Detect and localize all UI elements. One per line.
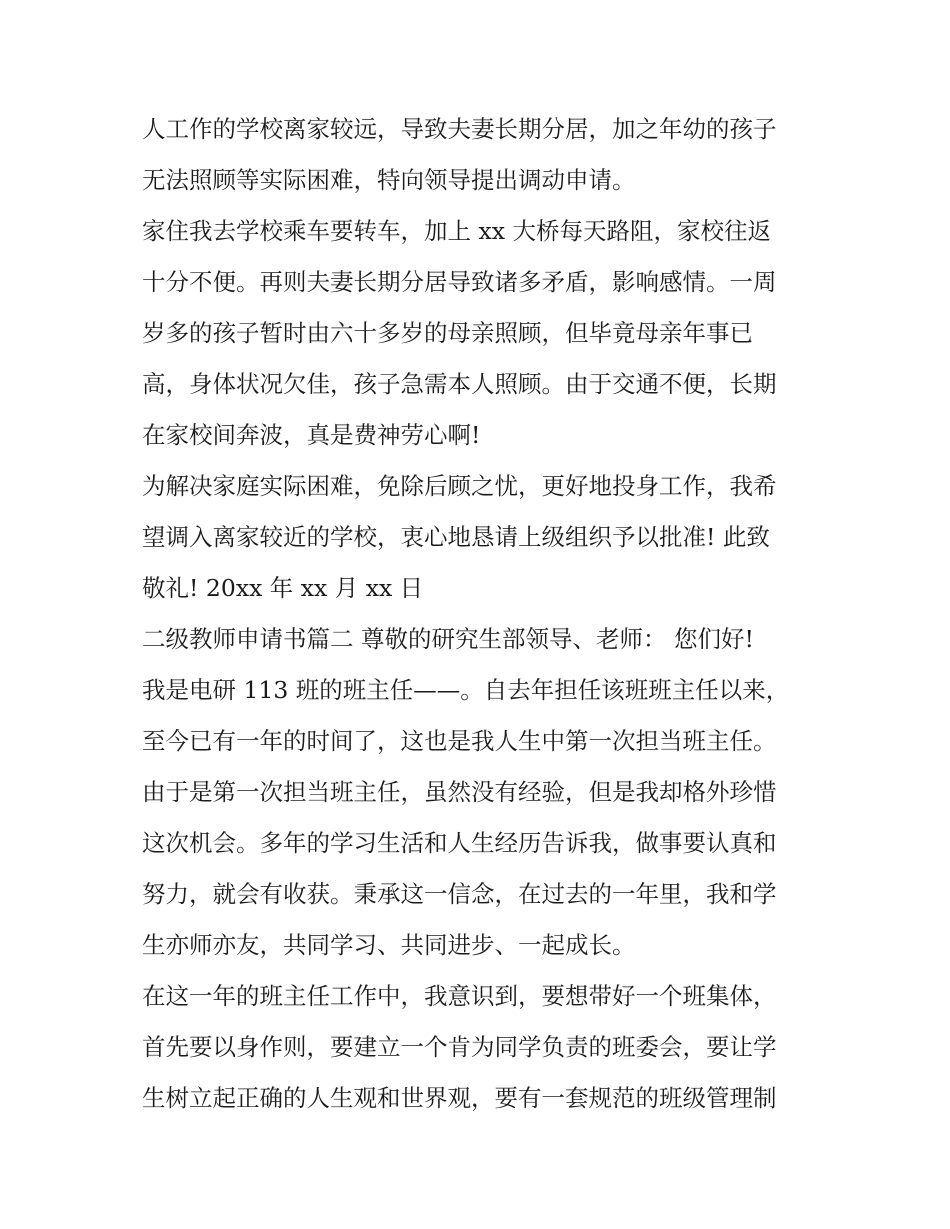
text-line: 敬礼! 20xx 年 xx 月 xx 日 <box>142 574 424 602</box>
text-line: 至今已有一年的时间了，这也是我人生中第一次担当班主任。 <box>142 727 777 755</box>
text-line: 为解决家庭实际困难，免除后顾之忧，更好地投身工作，我希 <box>142 472 777 500</box>
text-line: 生亦师亦友，共同学习、共同进步、一起成长。 <box>142 931 636 959</box>
text-line: 生树立起正确的人生观和世界观，要有一套规范的班级管理制 <box>142 1084 777 1112</box>
text-line: 在这一年的班主任工作中，我意识到，要想带好一个班集体， <box>142 982 777 1010</box>
text-line: 无法照顾等实际困难，特向领导提出调动申请。 <box>142 166 636 194</box>
text-line: 十分不便。再则夫妻长期分居导致诸多矛盾，影响感情。一周 <box>142 268 777 296</box>
text-line: 在家校间奔波，真是费神劳心啊! <box>142 421 481 449</box>
text-line: 我是电研 113 班的班主任——。自去年担任该班班主任以来， <box>142 676 790 704</box>
document-body <box>142 104 822 1124</box>
text-line: 岁多的孩子暂时由六十多岁的母亲照顾，但毕竟母亲年事已 <box>142 319 753 347</box>
text-line: 二级教师申请书篇二 尊敬的研究生部领导、老师： 您们好! <box>142 625 754 653</box>
text-line: 首先要以身作则，要建立一个肯为同学负责的班委会，要让学 <box>142 1033 777 1061</box>
text-line: 高，身体状况欠佳，孩子急需本人照顾。由于交通不便，长期 <box>142 370 777 398</box>
text-line: 家住我去学校乘车要转车，加上 xx 大桥每天路阻，家校往返 <box>142 217 771 245</box>
text-line: 由于是第一次担当班主任，虽然没有经验，但是我却格外珍惜 <box>142 778 777 806</box>
text-line: 这次机会。多年的学习生活和人生经历告诉我，做事要认真和 <box>142 829 777 857</box>
text-line: 望调入离家较近的学校，衷心地恳请上级组织予以批准! 此致 <box>142 523 770 551</box>
text-line: 努力，就会有收获。秉承这一信念，在过去的一年里，我和学 <box>142 880 777 908</box>
text-line: 人工作的学校离家较远，导致夫妻长期分居，加之年幼的孩子 <box>142 115 777 143</box>
